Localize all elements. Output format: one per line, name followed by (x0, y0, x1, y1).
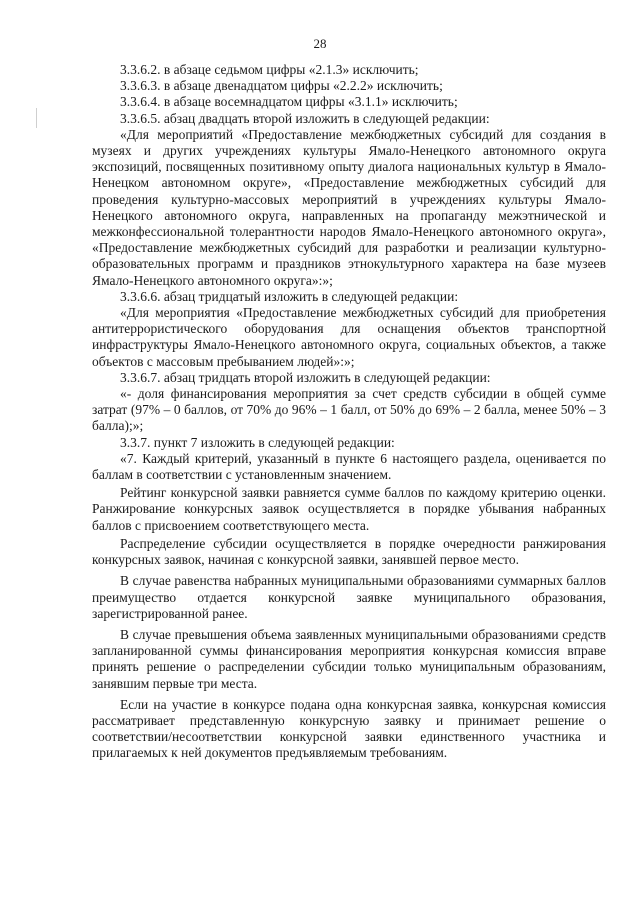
paragraph-quote-events: «Для мероприятий «Предоставление межбюджетных субсидий для создания в музеях и других учреждениях культуры Ямало-Ненецкого автономного округа экспозиций, посвященных позитивному опыту диалога национальных культур в Ямало-Ненецком автономном округе», «Предоставление межбюджетных субсидий для проведения культурно-массовых мероприятий в учреждениях культуры Ямало-Ненецкого автономного округа, направленных на пропаганду межэтнической и межконфессиональной толерантности народов Ямало-Ненецкого автономного округа», «Предоставление межбюджетных субсидий для разработки и реализации культурно-образовательных программ и праздников этнокультурного характера на базе музеев Ямало-Ненецкого автономного округа»:»; (92, 126, 606, 288)
paragraph-equal-score: В случае равенства набранных муниципальными образованиями суммарных баллов преимущество отдается конкурсной заявке муниципального образования, зарегистрированной ранее. (92, 573, 606, 621)
page-number: 28 (313, 36, 327, 51)
paragraph-3-3-7: 3.3.7. пункт 7 изложить в следующей редакции: (120, 434, 395, 450)
paragraph-criteria: «7. Каждый критерий, указанный в пункте 6 настоящего раздела, оценивается по баллам в соответствии с установленным значением. (92, 450, 606, 483)
scan-edge-mark (36, 108, 37, 128)
paragraph-3-3-6-7: 3.3.6.7. абзац тридцать второй изложить в следующей редакции: (120, 369, 491, 385)
paragraph-single-application: Если на участие в конкурсе подана одна конкурсная заявка, конкурсная комиссия рассматривает представленную конкурсную заявку и принимает решение о соответствии/несоответствии конкурсной заявки единственного участника и прилагаемых к ней документов предъявляемым требованиям. (92, 696, 606, 761)
document-body (92, 62, 606, 762)
paragraph-3-3-6-6: 3.3.6.6. абзац тридцатый изложить в следующей редакции: (120, 288, 459, 304)
paragraph-3-3-6-4: 3.3.6.4. в абзаце восемнадцатом цифры «3.1.1» исключить; (120, 94, 458, 110)
paragraph-distribution: Распределение субсидии осуществляется в порядке очередности ранжирования конкурсных заявок, начиная с конкурсной заявки, занявшей первое место. (92, 535, 606, 568)
paragraph-quote-share: «- доля финансирования мероприятия за счет средств субсидии в общей сумме затрат (97% – 0 баллов, от 70% до 96% – 1 балл, от 50% до 69% – 2 балла, менее 50% – 3 балла);»; (92, 386, 606, 434)
paragraph-3-3-6-3: 3.3.6.3. в абзаце двенадцатом цифры «2.2.2» исключить; (120, 78, 443, 94)
paragraph-rating: Рейтинг конкурсной заявки равняется сумме баллов по каждому критерию оценки. Ранжирование конкурсных заявок осуществляется в порядке убывания набранных баллов с присвоением соответствующего места. (92, 485, 606, 533)
paragraph-3-3-6-2: 3.3.6.2. в абзаце седьмом цифры «2.1.3» исключить; (120, 62, 419, 77)
paragraph-3-3-6-5: 3.3.6.5. абзац двадцать второй изложить в следующей редакции: (120, 110, 490, 126)
paragraph-quote-antiterror: «Для мероприятия «Предоставление межбюджетных субсидий для приобретения антитеррористического оборудования для оснащения объектов транспортной инфраструктуры Ямало-Ненецкого автономного округа, социальных объектов, а также объектов с массовым пребыванием людей»:»; (92, 305, 606, 369)
paragraph-excess-volume: В случае превышения объема заявленных муниципальными образованиями средств запланированной суммы финансирования мероприятия конкурсная комиссия вправе принять решение о распределении субсидии только муниципальным образованиям, занявшим первые три места. (92, 626, 606, 691)
